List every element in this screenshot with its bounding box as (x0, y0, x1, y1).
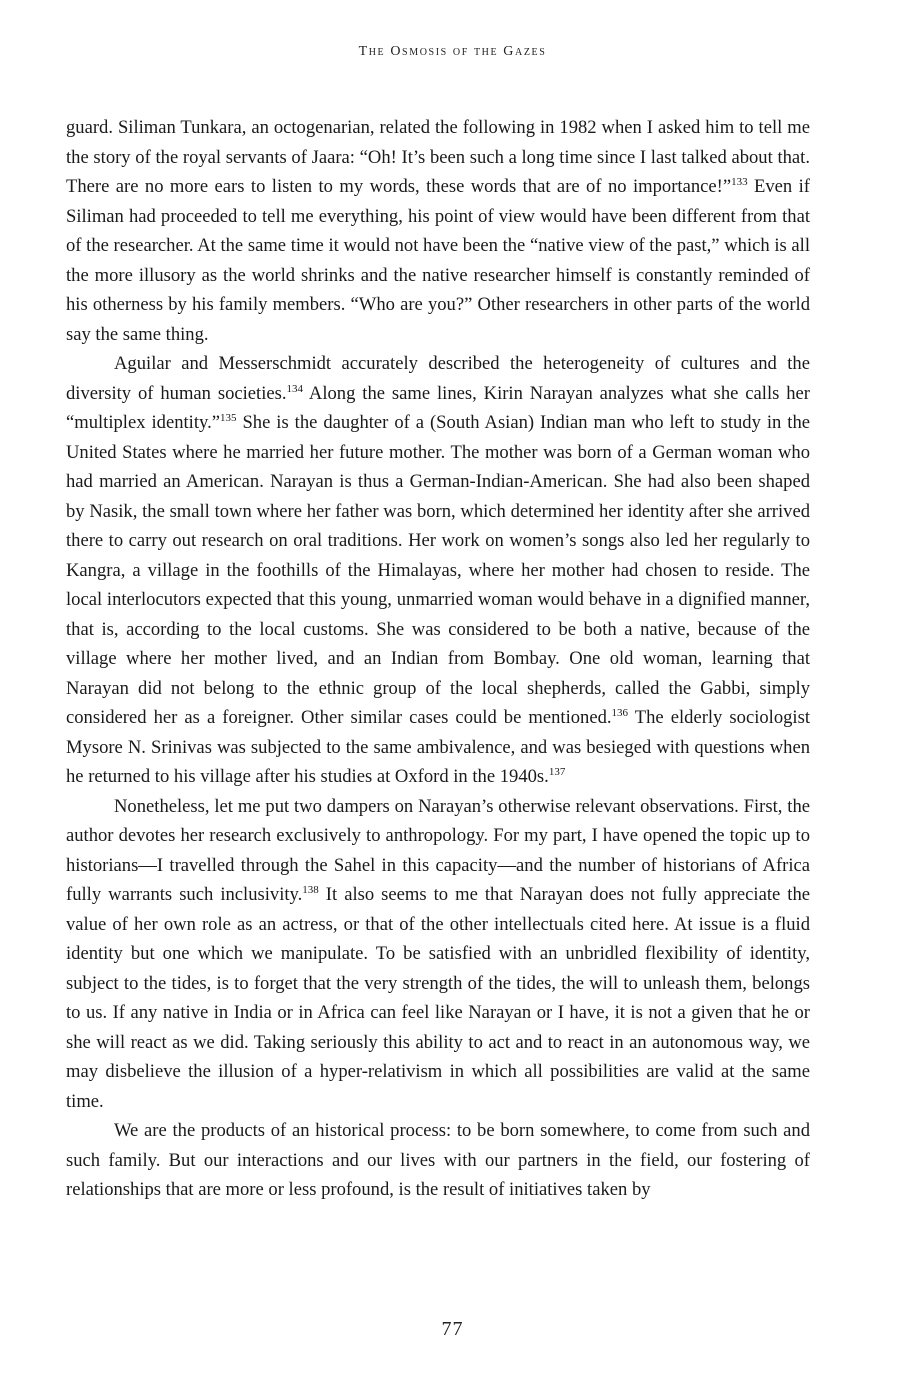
footnote-reference: 134 (286, 382, 304, 395)
paragraph-text: She is the daughter of a (South Asian) Indian man who left to study in the United States where he married her future mother. The mother was born of a German woman who had married an American. Narayan is thus a German-Indian-American. She had also been shaped by Nasik, the small town where her father was born, which determined her identity after she arrived there to carry out research on oral traditions. Her work on women’s songs also led her regularly to Kangra, a village in the foothills of the Himalayas, where her mother had chosen to reside. The local interlocutors expected that this young, unmarried woman would behave in a dignified manner, that is, according to the local customs. She was considered to be both a native, because of the village where her mother lived, and an Indian from Bombay. One old woman, learning that Narayan did not belong to the ethnic group of the local shepherds, called the Gabbi, simply considered her as a foreigner. Other similar cases could be mentioned. (66, 412, 810, 728)
paragraph-text: guard. Siliman Tunkara, an octogenarian, related the following in 1982 when I asked him to tell me the story of the royal servants of Jaara: “Oh! It’s been such a long time since I last talked about that. There are no more ears to listen to my words, these words that are of no importance!” (66, 117, 810, 197)
footnote-reference: 136 (611, 707, 629, 719)
paragraph (66, 792, 810, 1117)
running-head: The Osmosis of the Gazes (358, 44, 547, 59)
footnote-reference: 133 (731, 176, 748, 188)
footnote-reference: 137 (548, 766, 566, 778)
paragraph-text: Nonetheless, let me put two dampers on Narayan’s otherwise relevant observations. First, the author devotes her research exclusively to anthropology. For my part, I have opened the topic up to historians—I travelled through the Sahel in this capacity—and the number of historians of Africa fully warrants such inclusivity. (66, 795, 810, 905)
paragraph-text: We are the products of an historical process: to be born somewhere, to come from such and such family. But our interactions and our lives with our partners in the field, our fostering of relationships that are more or less profound, is the result of initiatives taken by (66, 1120, 810, 1200)
footnote-reference: 135 (219, 412, 237, 424)
footnote-reference: 138 (302, 884, 319, 896)
paragraph-text: It also seems to me that Narayan does not fully appreciate the value of her own role as an actress, or that of the other intellectuals cited here. At issue is a fluid identity but one which we manipulate. To be satisfied with an unbridled flexibility of identity, subject to the tides, is to forget that the very strength of the tides, the will to unleash them, belongs to us. If any native in India or in Africa can feel like Narayan or I have, it is not a given that he or she will react as we did. Taking seriously this ability to act and to react in an autonomous way, we may disbelieve the illusion of a hyper-relativism in which all possibilities are valid at the same time. (66, 884, 810, 1112)
paragraph (66, 1116, 810, 1205)
paragraph-text: Even if Siliman had proceeded to tell me everything, his point of view would have been different from that of the researcher. At the same time it would not have been the “native view of the past,” which is all the more illusory as the world shrinks and the native researcher himself is constantly reminded of his otherness by his family members. “Who are you?” Other researchers in other parts of the world say the same thing. (66, 176, 810, 345)
page-number: 77 (441, 1318, 464, 1340)
paragraph (66, 113, 810, 349)
paragraph-text: Aguilar and Messerschmidt accurately described the heterogeneity of cultures and the diversity of human societies. (66, 353, 810, 404)
paragraph (66, 349, 810, 792)
paragraph-text: The elderly sociologist Mysore N. Srinivas was subjected to the same ambivalence, and was besieged with questions when he returned to his village after his studies at Oxford in the 1940s. (66, 707, 810, 787)
body-text (66, 113, 810, 1205)
paragraph-text: Along the same lines, Kirin Narayan analyzes what she calls her “multiplex identity.” (66, 382, 810, 433)
